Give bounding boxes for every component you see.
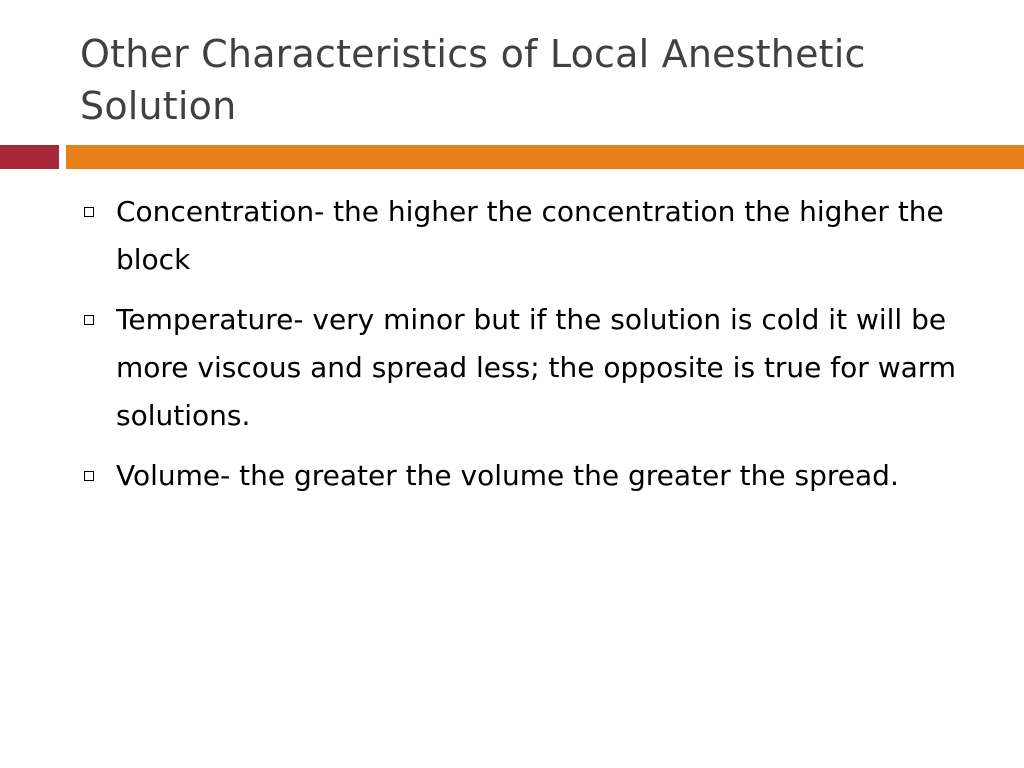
slide-title: Other Characteristics of Local Anesthetic Solution [80, 32, 866, 128]
bullet-text: Temperature- very minor but if the solution is cold it will be more viscous and spread less; the opposite is true for warm solutions. [116, 303, 957, 432]
bullet-list [80, 188, 980, 512]
hollow-square-icon [84, 471, 94, 481]
bullet-text: Concentration- the higher the concentration the higher the block [116, 195, 944, 276]
bullet-item [80, 188, 980, 284]
bullet-item [80, 452, 980, 500]
title-accent-bar [0, 145, 1024, 169]
hollow-square-icon [84, 207, 94, 217]
bullet-text: Volume- the greater the volume the greater the spread. [116, 459, 899, 492]
bullet-item [80, 296, 980, 440]
accent-bar-right [66, 145, 1024, 169]
hollow-square-icon [84, 315, 94, 325]
accent-bar-left [0, 145, 59, 169]
